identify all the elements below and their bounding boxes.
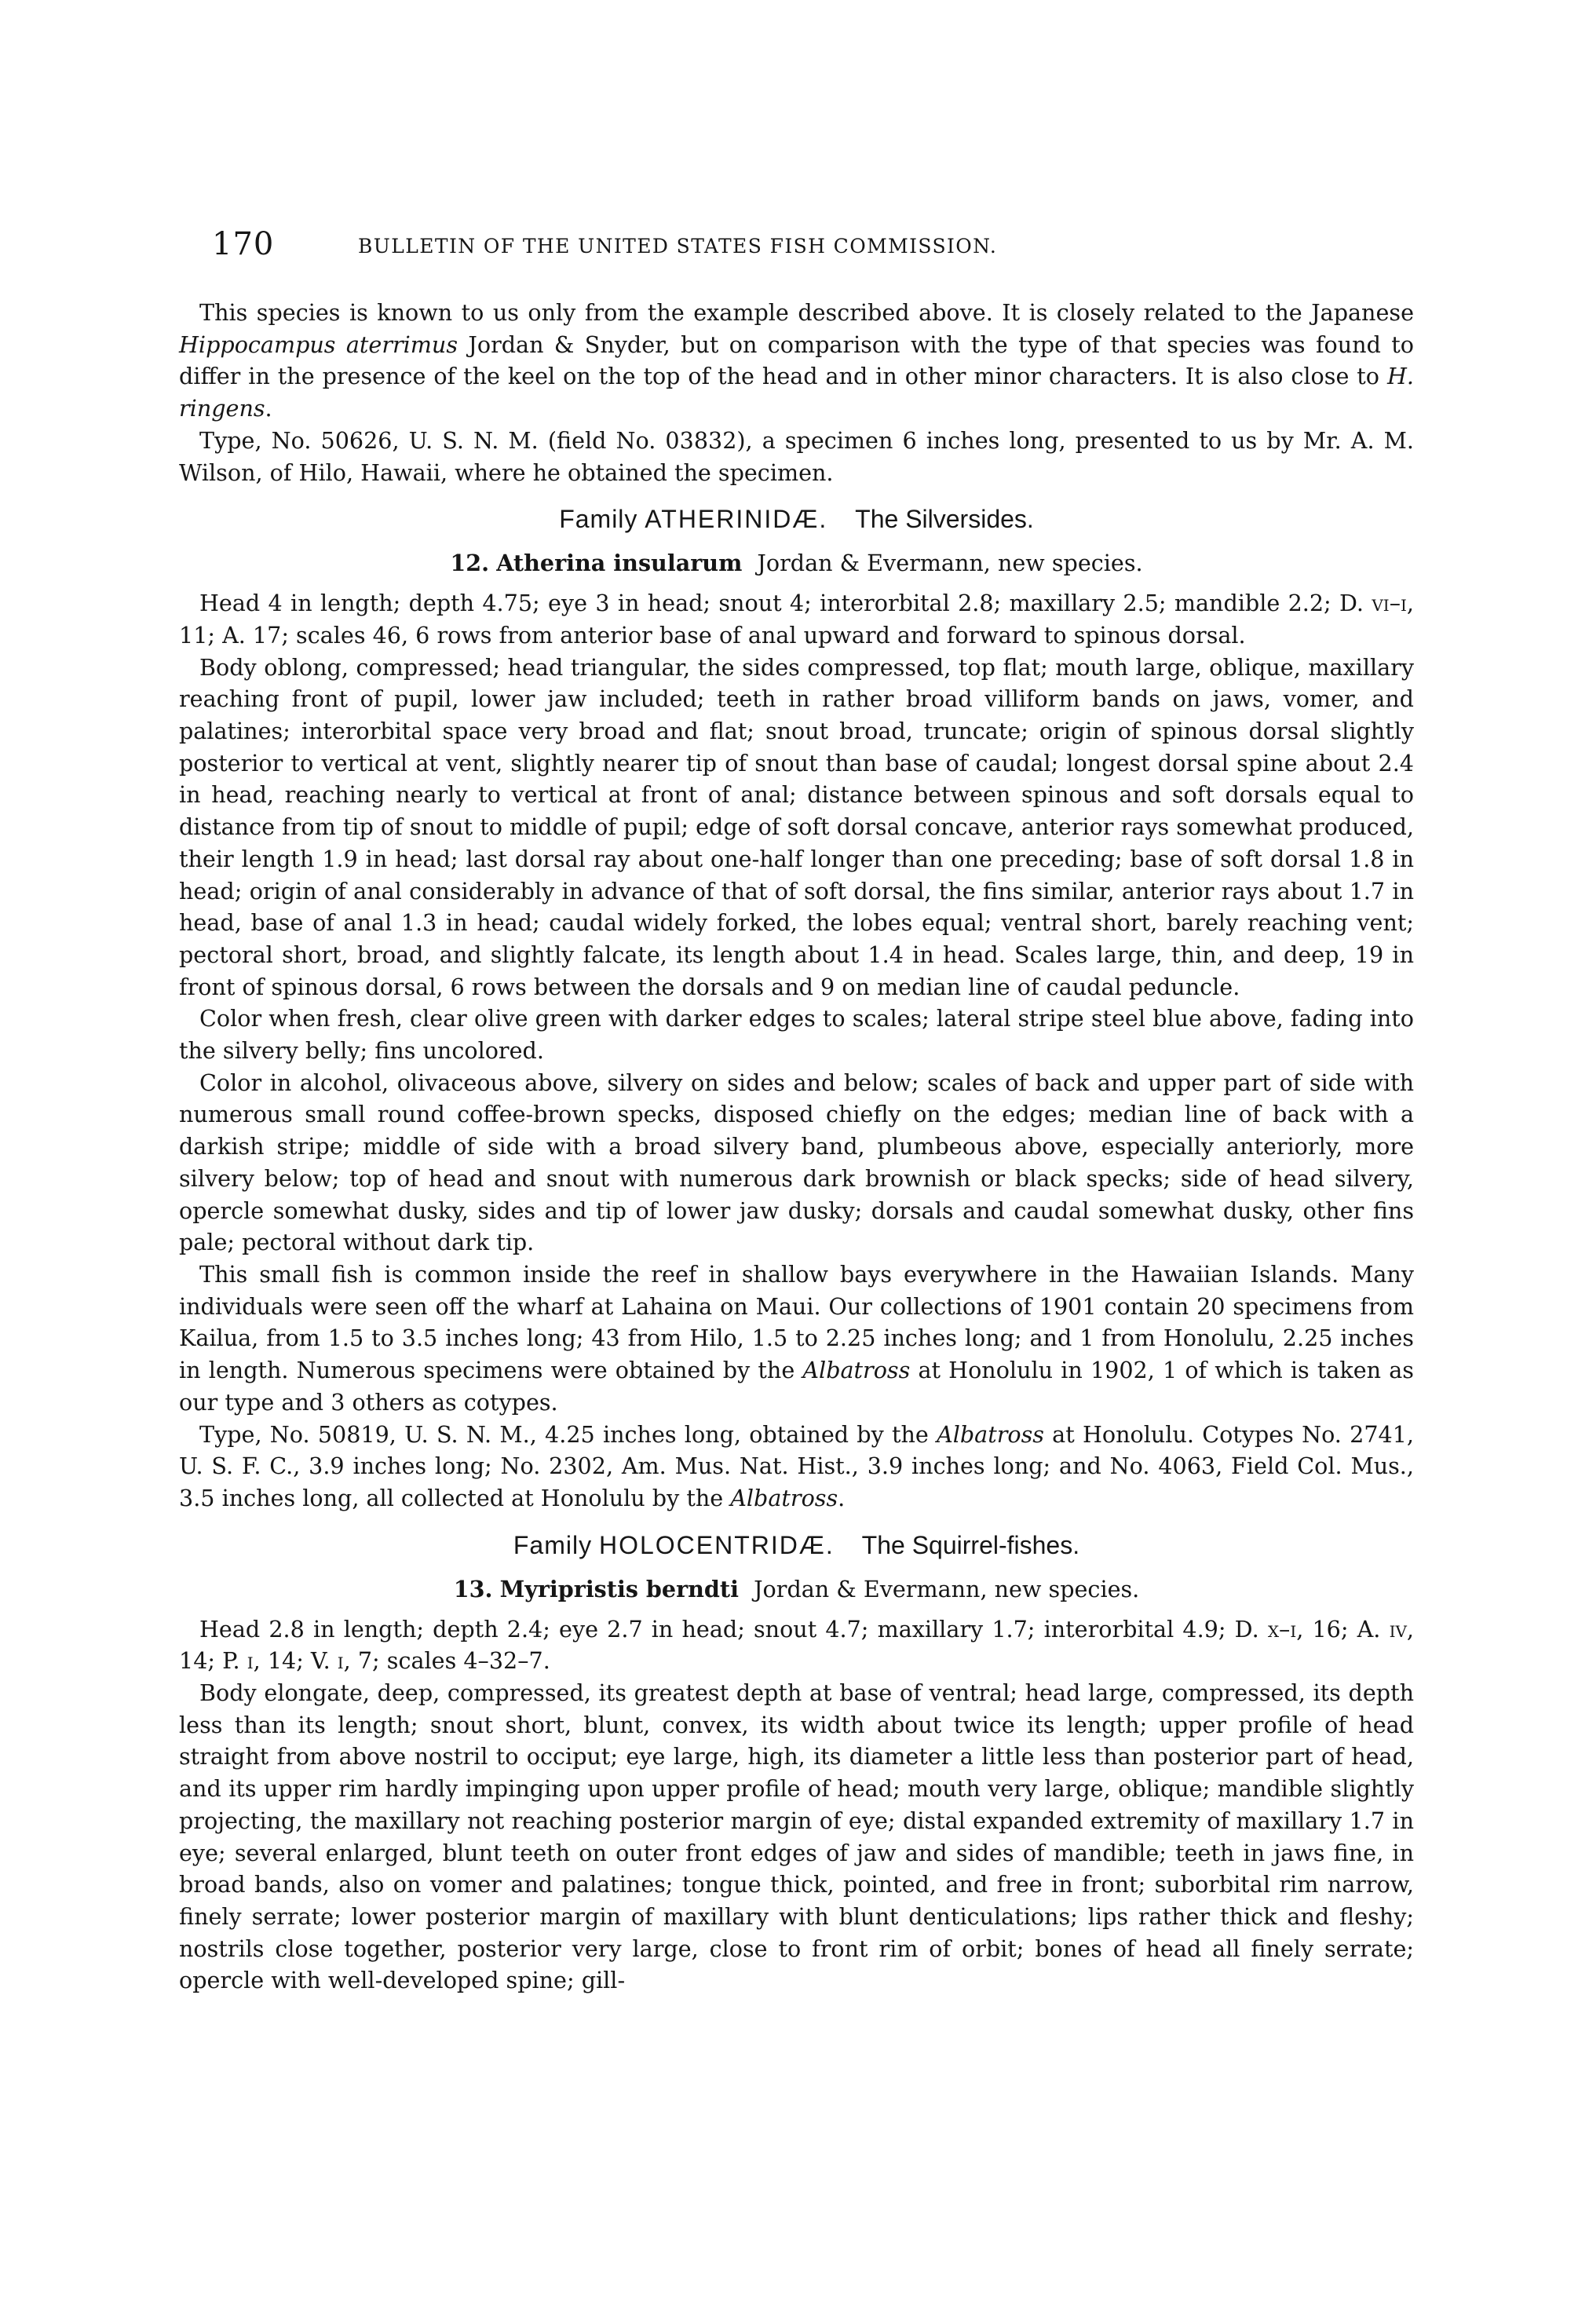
fin-ray-count: i bbox=[337, 1647, 344, 1675]
species-number: 13. bbox=[453, 1575, 493, 1602]
paragraph-body-description: Body oblong, compressed; head triangular, the sides compressed, top flat; mouth large, oblique, maxillary reaching front of pupil, lower jaw included; teeth in rather broad villiform bands on jaws, vomer, and palatines; interorbital space very broad and flat; snout broad, truncate; origin of spinous dorsal slightly posterior to vertical at vent, slightly nearer tip of snout than base of caudal; longest dorsal spine about 2.4 in head, reaching nearly to vertical at front of anal; distance between spinous and soft dorsals equal to distance from tip of snout to middle of pupil; edge of soft dorsal concave, anterior rays somewhat produced, their length 1.9 in head; last dorsal ray about one-half longer than one preceding; base of soft dorsal 1.8 in head; origin of anal considerably in advance of that of soft dorsal, the fins similar, anterior rays about 1.7 in head, base of anal 1.3 in head; caudal widely forked, the lobes equal; ventral short, barely reaching vent; pectoral short, broad, and slightly falcate, its length about 1.4 in head. Scales large, thin, and deep, 19 in front of spinous dorsal, 6 rows between the dorsals and 9 on median line of caudal peduncle. bbox=[179, 653, 1414, 1000]
text-run: Head 2.8 in length; depth 2.4; eye 2.7 in head; snout 4.7; maxillary 1.7; interorbital 4.9; D. bbox=[199, 1615, 1268, 1643]
family-common-name: The Squirrel-fishes. bbox=[861, 1530, 1080, 1559]
running-head bbox=[212, 225, 1413, 264]
text-run: . bbox=[838, 1484, 846, 1511]
body-text bbox=[179, 297, 1414, 1997]
text-run: . bbox=[265, 395, 272, 422]
text-run: Jordan & Snyder, but on comparison with the type of that species was found to differ in the presence of the keel on the top of the head and in other minor characters. It is also close to bbox=[179, 331, 1414, 390]
paragraph-type-specimen: Type, No. 50626, U. S. N. M. (field No. 03832), a specimen 6 inches long, presented to us by Mr. A. M. Wilson, of Hilo, Hawaii, where he obtained the specimen. bbox=[179, 426, 1414, 486]
paragraph-color-alcohol: Color in alcohol, olivaceous above, silvery on sides and below; scales of back and upper part of side with numerous small round coffee-brown specks, disposed chiefly on the edges; median line of back with a darkish stripe; middle of side with a broad silvery band, plumbeous above, especially anteriorly, more silvery below; top of head and snout with numerous dark brownish or black specks; side of head silvery, opercle somewhat dusky, sides and tip of lower jaw dusky; dorsals and caudal somewhat dusky, other fins pale; pectoral without dark tip. bbox=[179, 1069, 1414, 1256]
family-label: Family bbox=[559, 505, 638, 534]
paragraph-counts bbox=[179, 1613, 1414, 1677]
family-name: ATHERINIDÆ. bbox=[645, 505, 828, 534]
paragraph-counts bbox=[179, 587, 1414, 651]
text-run: at Honolulu in 1902, 1 of which is taken as our type and 3 others as cotypes. bbox=[179, 1357, 1414, 1416]
paragraph-types bbox=[179, 1419, 1414, 1515]
family-heading-atherinidae bbox=[179, 502, 1414, 536]
ship-name-italic: Albatross bbox=[937, 1420, 1044, 1448]
text-run: Type, No. 50819, U. S. N. M., 4.25 inches long, obtained by the bbox=[199, 1420, 937, 1448]
paragraph-range bbox=[179, 1259, 1414, 1419]
paragraph-body-description: Body elongate, deep, compressed, its greatest depth at base of ventral; head large, compressed, its depth less than its length; snout short, blunt, convex, its width about twice its length; upper profile of head straight from above nostril to occiput; eye large, high, its diameter a little less than posterior part of head, and its upper rim hardly impinging upon upper profile of head; mouth very large, oblique; mandible slightly projecting, the maxillary not reaching posterior margin of eye; distal expanded extremity of maxillary 1.7 in eye; several enlarged, blunt teeth on outer front edges of jaw and sides of mandible; teeth in jaws fine, in broad bands, also on vomer and palatines; tongue thick, pointed, and free in front; suborbital rim narrow, finely serrate; lower posterior margin of maxillary with blunt denticulations; lips rather thick and fleshy; nostrils close together, posterior very large, close to front rim of orbit; bones of head all finely serrate; opercle with well-developed spine; gill- bbox=[179, 1679, 1414, 1994]
fin-ray-count: x–i bbox=[1267, 1615, 1297, 1643]
species-heading-myripristis bbox=[179, 1573, 1414, 1606]
journal-title: BULLETIN OF THE UNITED STATES FISH COMMISSION. bbox=[358, 235, 998, 258]
text-run: This small fish is common inside the reef in shallow bays everywhere in the Hawaiian Islands. Many individuals were seen off the wharf at Lahaina on Maui. Our collections of 1901 contain 20 specimens from Kailua, from 1.5 to 3.5 inches long; 43 from Hilo, 1.5 to 2.25 inches long; and 1 from Honolulu, 2.25 inches in length. Numerous specimens were obtained by the bbox=[179, 1260, 1414, 1384]
fin-ray-count: i bbox=[247, 1647, 254, 1675]
text-run: , 11; A. 17; scales 46, 6 rows from anterior base of anal upward and forward to spinous dorsal. bbox=[179, 590, 1414, 649]
paragraph-color-fresh: Color when fresh, clear olive green with darker edges to scales; lateral stripe steel blue above, fading into the silvery belly; fins uncolored. bbox=[179, 1005, 1414, 1065]
paragraph-species-relations bbox=[179, 297, 1414, 425]
text-run: , 16; A. bbox=[1296, 1615, 1390, 1643]
family-common-name: The Silversides. bbox=[855, 505, 1034, 534]
species-heading-atherina bbox=[179, 546, 1414, 579]
ship-name-italic: Albatross bbox=[730, 1484, 838, 1511]
family-name: HOLOCENTRIDÆ. bbox=[598, 1530, 835, 1559]
species-name-italic: H. ringens bbox=[179, 363, 1414, 422]
species-authority: Jordan & Evermann, new species. bbox=[757, 550, 1143, 577]
family-heading-holocentridae bbox=[179, 1528, 1414, 1562]
ship-name-italic: Albatross bbox=[802, 1357, 911, 1384]
family-label: Family bbox=[513, 1530, 593, 1559]
species-name-italic: Hippocampus aterrimus bbox=[179, 331, 458, 358]
text-run: , 7; scales 4–32–7. bbox=[343, 1647, 550, 1675]
species-name: Myripristis berndti bbox=[499, 1575, 739, 1602]
text-run: This species is known to us only from the example described above. It is closely related to the Japanese bbox=[199, 299, 1414, 326]
fin-ray-count: vi–i bbox=[1372, 590, 1407, 617]
species-number: 12. bbox=[450, 550, 490, 577]
species-authority: Jordan & Evermann, new species. bbox=[754, 1575, 1140, 1602]
text-run: , 14; P. bbox=[179, 1615, 1414, 1675]
page-number: 170 bbox=[212, 226, 275, 262]
text-run: at Honolulu. Cotypes No. 2741, U. S. F. C., 3.9 inches long; No. 2302, Am. Mus. Nat. Hist., 3.9 inches long; and No. 4063, Field Col. Mus., 3.5 inches long, all collected at Honolulu by the bbox=[179, 1420, 1414, 1511]
fin-ray-count: iv bbox=[1389, 1615, 1407, 1643]
text-run: Head 4 in length; depth 4.75; eye 3 in head; snout 4; interorbital 2.8; maxillary 2.5; mandible 2.2; D. bbox=[199, 590, 1372, 617]
text-run: , 14; V. bbox=[253, 1647, 338, 1675]
species-name: Atherina insularum bbox=[496, 550, 743, 577]
